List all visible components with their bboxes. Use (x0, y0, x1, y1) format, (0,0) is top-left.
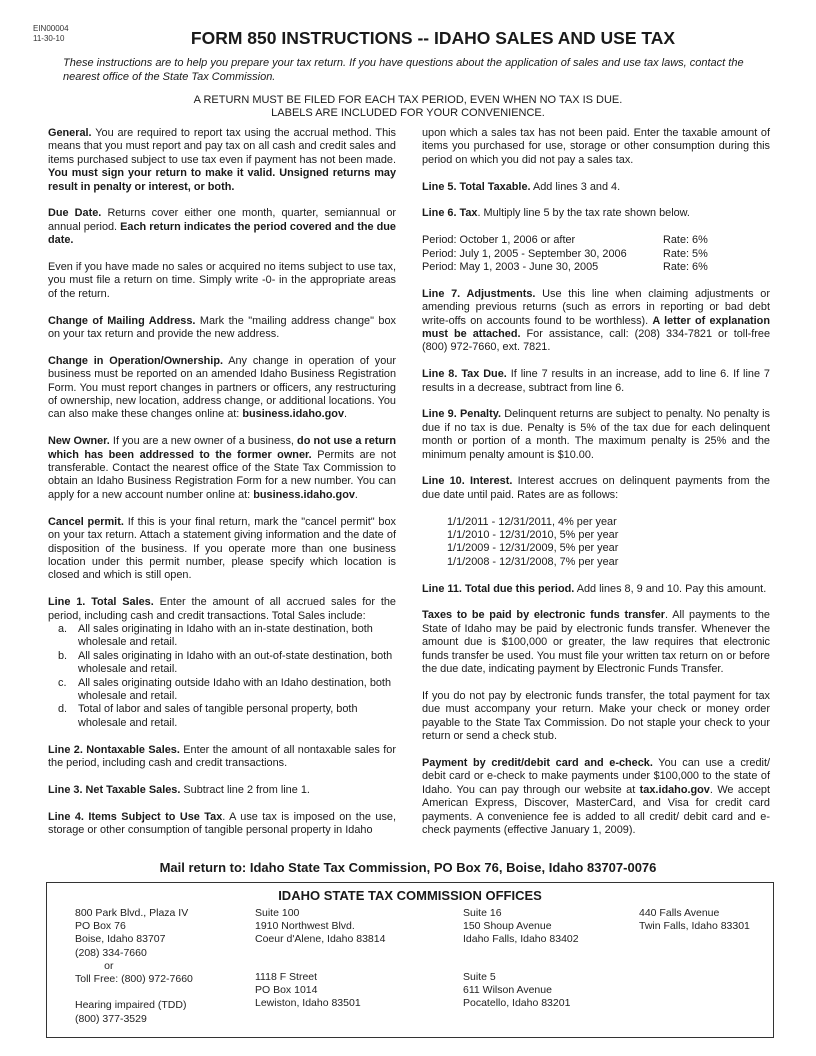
offices-box (46, 882, 774, 1038)
office-line: Twin Falls, Idaho 83301 (639, 920, 750, 933)
line1-list (48, 623, 396, 730)
text-segment: Add lines 3 and 4. (530, 180, 621, 193)
bold-text: A letter of explanation must be attached. (422, 314, 770, 341)
list-item (48, 703, 396, 730)
office-line: PO Box 76 (75, 920, 126, 933)
rate-row (422, 248, 770, 261)
form-date: 11-30-10 (33, 34, 65, 43)
interest-rate: 1/1/2008 - 12/31/2008, 7% per year (447, 555, 619, 568)
rate-row (422, 261, 770, 274)
interest-rate: 1/1/2009 - 12/31/2009, 5% per year (447, 542, 619, 555)
no-sales-section (48, 261, 396, 301)
list-letter: d. (58, 703, 68, 716)
line11-section (422, 583, 770, 596)
line9-section (422, 408, 770, 462)
bold-text: Due Date. (48, 207, 102, 220)
tax-rate-table (422, 234, 770, 274)
office-line: 1118 F Street (255, 971, 318, 983)
text-segment: Returns cover either one month, quarter, semiannual or annual period. (48, 207, 396, 233)
bold-text: Line 2. Nontaxable Sales. (48, 743, 180, 756)
eft-section (422, 609, 770, 676)
office-line: 611 Wilson Avenue (463, 984, 552, 997)
text-segment: Enter the amount of all nontaxable sales for the period, including cash and credit transactions. (48, 743, 396, 769)
text-segment: For assistance, call: (208) 334-7821 or toll-free (800) 972-7660, ext. 7821. (422, 328, 771, 354)
operation-ownership-section (48, 355, 396, 422)
office-line: Lewiston, Idaho 83501 (255, 997, 361, 1010)
bold-text: Line 9. Penalty. (422, 408, 501, 421)
office-line: Suite 5 (463, 971, 496, 983)
line2-section (48, 744, 396, 771)
bold-text: Line 1. Total Sales. (48, 596, 154, 609)
text-segment: You can use a credit/ debit card or e-check to make payments under $100,000 to the state of Idaho. You can pay through our website at (422, 756, 770, 796)
line8-section (422, 368, 770, 395)
interest-rate: 1/1/2011 - 12/31/2011, 4% per year (447, 515, 617, 528)
bold-text: do not use a return which has been addressed to the former owner. (48, 435, 396, 461)
bold-text: Line 4. Items Subject to Use Tax (48, 810, 223, 823)
text-segment: Enter the amount of all accrued sales for the period, including cash and credit transactions. Total Sales include: (48, 596, 396, 622)
office-line: Suite 16 (463, 907, 502, 919)
office-line: Toll Free: (800) 972-7660 (75, 973, 193, 986)
page-title: FORM 850 INSTRUCTIONS -- IDAHO SALES AND USE TAX (190, 28, 676, 48)
form-number: EIN00004 (33, 24, 69, 33)
bold-text: business.idaho.gov (253, 488, 355, 501)
bold-text: Line 5. Total Taxable. (422, 180, 531, 193)
text-segment: . We accept American Express, Discover, MasterCard, and Visa for credit card payments. A convenience fee is added to all credit/ debit card and e-check payments (effective January 1, 2009). (422, 783, 770, 836)
office-line: PO Box 1014 (255, 984, 318, 997)
mailing-address-section (48, 315, 396, 342)
interest-rate: 1/1/2010 - 12/31/2010, 5% per year (447, 529, 619, 542)
line7-section (422, 288, 770, 355)
office-line: (208) 334-7660 (75, 946, 147, 959)
office-boise (75, 907, 193, 1026)
bold-text: General. (48, 127, 92, 139)
text-segment: Use this line when claiming adjustments or amending previous returns (such as errors in reporting or bad debt write-offs on accounts found to be worthless). (422, 287, 770, 327)
office-coeur-dalene (255, 907, 385, 947)
bold-text: business.idaho.gov (242, 408, 345, 421)
cancel-permit-section (48, 516, 396, 583)
office-pocatello (463, 971, 570, 1011)
text-segment: If line 7 results in an increase, add to line 6. If line 7 results in a decrease, subtract from line 6. (422, 368, 770, 394)
text-segment: Add lines 8, 9 and 10. Pay this amount. (574, 582, 767, 595)
office-line: 440 Falls Avenue (639, 907, 720, 919)
bold-text: You must sign your return to make it valid. Unsigned returns may result in penalty or interest, or both. (48, 167, 396, 193)
text-segment: If this is your final return, mark the "cancel permit" box on your tax return. Attach a statement giving information and the date of disposition of the business. If you operate more than one business location under this permit number, please specify which location is closed and which is still open. (48, 515, 396, 582)
text-segment: You are required to report tax using the accrual method. This means that you must report and pay tax on all cash and credit sales and items purchased subject to use tax even if payment has not been made. (48, 127, 396, 166)
list-letter: b. (58, 649, 68, 662)
text-segment: Delinquent returns are subject to penalty. No penalty is due if no tax is due. Penalty is 5% of the tax due for each delinquent month or portion of a month. The maximum penalty is 25% and the minimum penalty amount is $10.00. (422, 408, 770, 461)
new-owner-section (48, 435, 396, 502)
office-line: Hearing impaired (TDD) (75, 999, 187, 1012)
line3-section (48, 784, 396, 797)
bold-text: Change in Operation/Ownership. (48, 354, 224, 367)
interest-rate-list (422, 516, 770, 570)
rate-period: Period: May 1, 2003 - June 30, 2005 (422, 261, 599, 274)
list-item (48, 650, 396, 677)
office-line: (800) 377-3529 (75, 1012, 147, 1025)
text-segment: Permits are not transferable. Contact the nearest office of the State Tax Commission to obtain an Idaho Business Registration Form for a new number. You can apply for a new account number online at: (48, 448, 396, 501)
rate-value: Rate: 5% (663, 247, 708, 260)
general-section (48, 127, 396, 194)
office-line: Pocatello, Idaho 83201 (463, 997, 571, 1010)
text-segment: Even if you have made no sales or acquired no items subject to use tax, you must file a return on time. Simply write -0- in the appropriate areas of the return. (48, 261, 396, 300)
bold-text: Each return indicates the period covered and the due date. (48, 220, 396, 247)
bold-text: tax.idaho.gov (639, 783, 710, 796)
office-line: Boise, Idaho 83707 (75, 933, 166, 946)
text-segment: If you are a new owner of a business, (109, 435, 298, 448)
text-segment: Mark the "mailing address change" box on your tax return and provide the new address. (48, 314, 396, 341)
text-segment: . (354, 488, 358, 501)
bold-text: Payment by credit/debit card and e-check. (422, 756, 653, 769)
office-line: 150 Shoup Avenue (463, 920, 552, 933)
list-letter: c. (58, 676, 67, 689)
bold-text: Line 3. Net Taxable Sales. (48, 783, 181, 796)
left-column (48, 127, 396, 851)
notice-line: A RETURN MUST BE FILED FOR EACH TAX PERIOD, EVEN WHEN NO TAX IS DUE. (193, 94, 623, 106)
office-line: Coeur d'Alene, Idaho 83814 (255, 933, 386, 946)
no-eft-section (422, 690, 770, 744)
text-segment: . (344, 408, 348, 421)
office-line: or (75, 959, 114, 972)
office-lewiston (255, 971, 361, 1011)
notice-line: LABELS ARE INCLUDED FOR YOUR CONVENIENCE. (271, 107, 545, 119)
line4-section (48, 811, 396, 838)
right-column (422, 127, 770, 851)
mail-to-address: Mail return to: Idaho State Tax Commission, PO Box 76, Boise, Idaho 83707-0076 (159, 860, 657, 875)
offices-title: IDAHO STATE TAX COMMISSION OFFICES (278, 888, 542, 903)
rate-row (422, 234, 770, 247)
filing-notice (0, 94, 816, 120)
bold-text: Cancel permit. (48, 515, 124, 528)
text-segment: Any change in operation of your business must be reported on an amended Idaho Business Registration Form. You must report changes in partners or officers, any restructuring of ownership, new location, address change, or additional locations. You can also make these changes online at: (48, 354, 396, 421)
office-line (75, 986, 193, 999)
bold-text: Line 7. Adjustments. (422, 287, 536, 300)
bold-text: Line 8. Tax Due. (422, 368, 507, 381)
text-segment: . A use tax is imposed on the use, storage or other consumption of tangible personal property in Idaho (48, 810, 396, 836)
rate-value: Rate: 6% (663, 234, 708, 247)
office-line: 1910 Northwest Blvd. (255, 920, 355, 933)
bold-text: New Owner. (48, 435, 110, 448)
list-text: All sales originating in Idaho with an out-of-state destination, both wholesale and retail. (78, 649, 393, 676)
list-letter: a. (58, 622, 68, 635)
office-idaho-falls (463, 907, 579, 947)
text-segment: Subtract line 2 from line 1. (180, 783, 310, 796)
office-line: Suite 100 (255, 907, 300, 919)
text-segment: upon which a sales tax has not been paid. Enter the taxable amount of items you purchased for use, storage or other consumption during this period on which you did not pay a sales tax. (422, 127, 770, 166)
line10-section (422, 475, 770, 502)
bold-text: Taxes to be paid by electronic funds transfer (422, 609, 666, 622)
line6-section (422, 207, 770, 220)
office-line: Idaho Falls, Idaho 83402 (463, 933, 579, 946)
list-item (48, 677, 396, 704)
list-text: All sales originating outside Idaho with an Idaho destination, both wholesale and retail. (78, 676, 392, 702)
office-line: 800 Park Blvd., Plaza IV (75, 907, 189, 919)
list-item (48, 623, 396, 650)
rate-period: Period: July 1, 2005 - September 30, 2006 (422, 247, 627, 260)
rate-period: Period: October 1, 2006 or after (422, 234, 576, 247)
due-date-section (48, 207, 396, 247)
list-text: All sales originating in Idaho with an in-state destination, both wholesale and retail. (78, 622, 373, 649)
card-payment-section (422, 757, 770, 837)
text-segment: . Multiply line 5 by the tax rate shown below. (477, 207, 690, 220)
rate-value: Rate: 6% (663, 261, 708, 274)
line4-continued (422, 127, 770, 167)
bold-text: Change of Mailing Address. (48, 314, 196, 327)
office-twin-falls (639, 907, 750, 933)
bold-text: Line 11. Total due this period. (422, 582, 575, 595)
bold-text: Line 6. Tax (422, 207, 478, 220)
line1-section (48, 596, 396, 623)
list-text: Total of labor and sales of tangible personal property, both wholesale and retail. (78, 703, 358, 729)
text-segment: . All payments to the State of Idaho may be paid by electronic funds transfer. Whenever the amount due is $100,000 or greater, the law requires that electronic funds transfer be used. You must file your written tax return on or before the due date, indicating payment by Electronic Funds Transfer. (422, 609, 770, 676)
text-segment: If you do not pay by electronic funds transfer, the total payment for tax due must accompany your return. Make your check or money order payable to the State Tax Commission. Do not staple your check to your return or send a check stub. (422, 689, 770, 743)
bold-text: Line 10. Interest. (422, 475, 513, 488)
line5-section (422, 181, 770, 194)
intro-text: These instructions are to help you prepare your tax return. If you have questions about the application of sales and use tax laws, contact the nearest office of the State Tax Commission. (63, 57, 744, 83)
text-segment: Interest accrues on delinquent payments from the due date until paid. Rates are as follows: (422, 475, 770, 501)
